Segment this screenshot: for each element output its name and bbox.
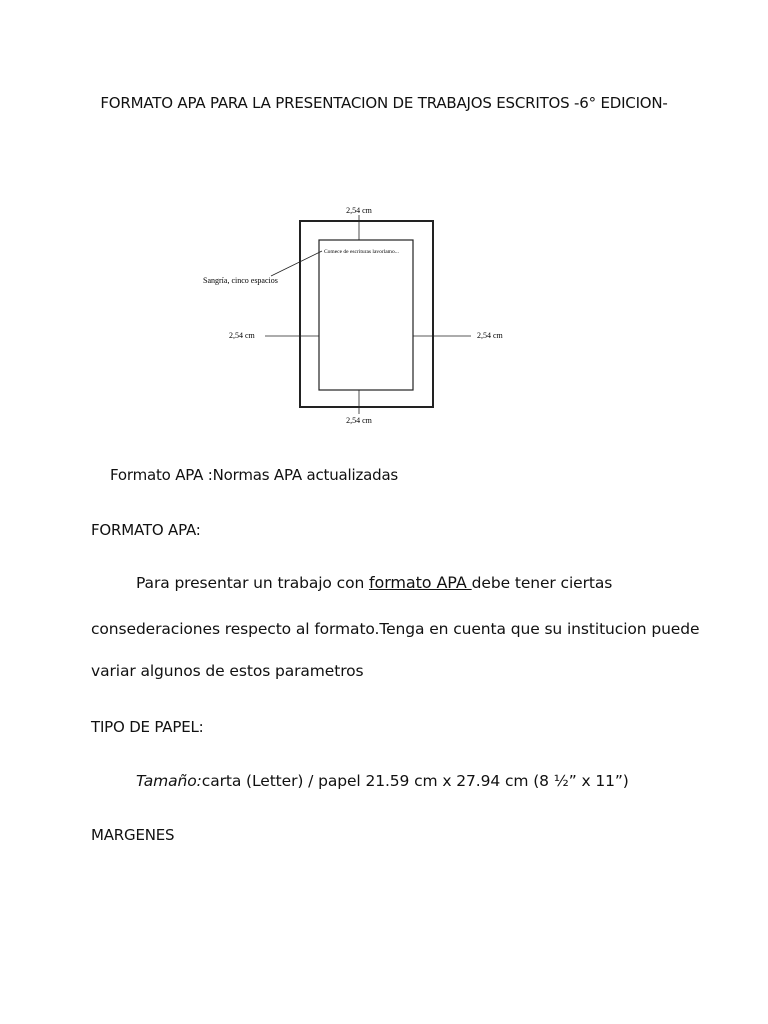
- left-margin-label: 2,54 cm: [229, 331, 255, 340]
- heading-tipo-papel: TIPO DE PAPEL:: [91, 718, 204, 736]
- margin-diagram: [195, 196, 525, 436]
- indent-label: Sangría, cinco espacios: [203, 276, 278, 285]
- heading-margenes: MARGENES: [91, 826, 175, 844]
- document-title: FORMATO APA PARA LA PRESENTACION DE TRABAJOS ESCRITOS -6° EDICION-: [100, 94, 668, 112]
- margin-diagram-svg: [195, 196, 525, 436]
- sample-text: Comece de escrituras lavorlamo...: [324, 249, 399, 255]
- paragraph-line-3: variar algunos de estos parametros: [91, 662, 364, 680]
- formato-apa-link[interactable]: formato APA: [369, 573, 472, 592]
- paper-size-line: [136, 772, 629, 790]
- indent-pointer-line: [271, 251, 322, 276]
- paper-size-value: carta (Letter) / papel 21.59 cm x 27.94 cm (8 ½” x 11”): [201, 772, 629, 790]
- bottom-margin-label: 2,54 cm: [346, 416, 372, 425]
- right-margin-label: 2,54 cm: [477, 331, 503, 340]
- paragraph-start: Para presentar un trabajo con: [136, 574, 369, 592]
- paragraph-line-2: consederaciones respecto al formato.Tenga en cuenta que su institucion puede: [91, 620, 700, 638]
- paragraph-line-1: [136, 573, 612, 592]
- paper-size-label: Tamaño:: [136, 772, 202, 790]
- top-margin-label: 2,54 cm: [346, 206, 372, 215]
- section-subtitle: Formato APA :Normas APA actualizadas: [110, 466, 399, 484]
- heading-formato-apa: FORMATO APA:: [91, 521, 201, 539]
- text-area-outline: [319, 240, 413, 390]
- paragraph-end: debe tener ciertas: [471, 574, 613, 592]
